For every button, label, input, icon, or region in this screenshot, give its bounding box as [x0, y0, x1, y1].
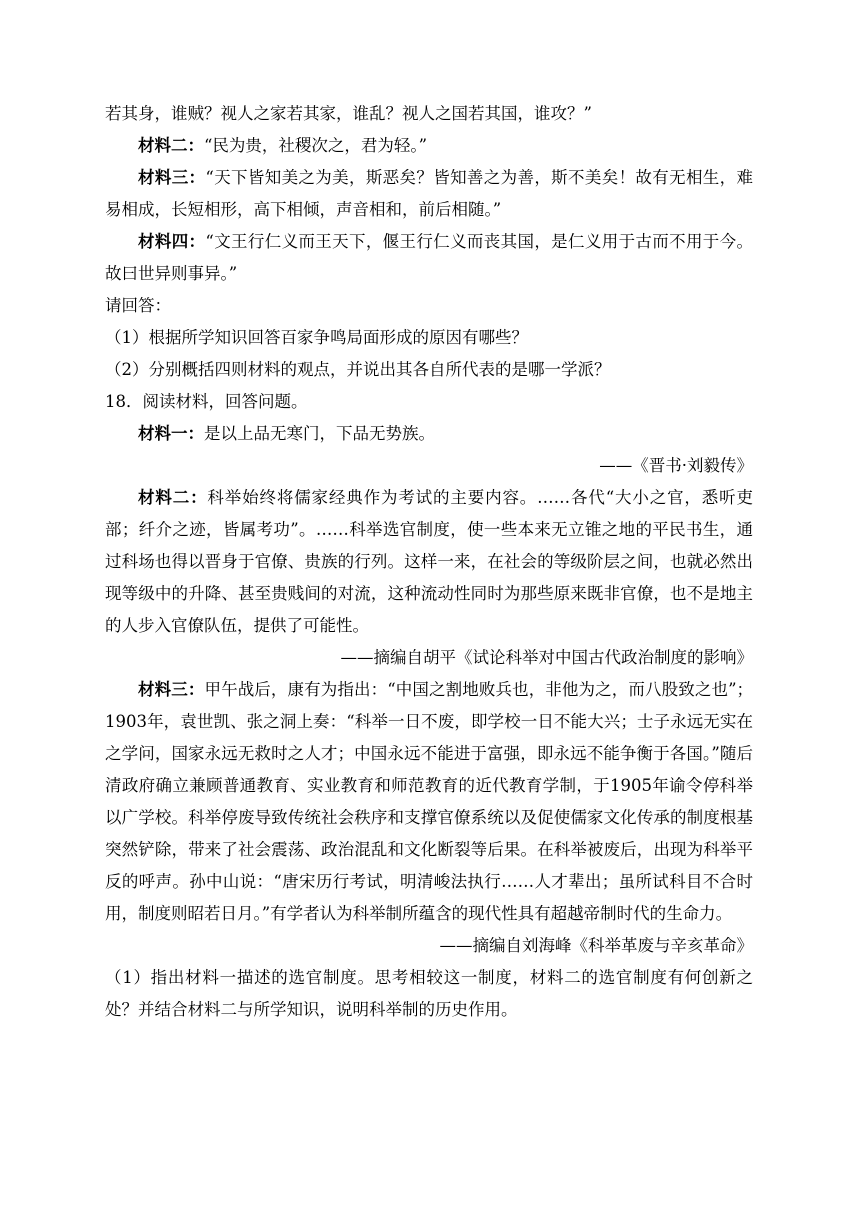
q18-material-1-text: 是以上品无寒门，下品无势族。: [204, 424, 435, 443]
q18-material-3-label: 材料三：: [138, 680, 205, 699]
q17-material-1-continuation: 若其身，谁贼？视人之家若其家，谁乱？视人之国若其国，谁攻？”: [105, 104, 592, 123]
q17-material-3-label: 材料三：: [138, 168, 206, 187]
q18-material-1: [105, 418, 753, 450]
q18-material-3: [105, 674, 753, 930]
q18-material-3-text: 甲午战后，康有为指出：“中国之割地败兵也，非他为之，而八股致之也”；1903年，袁世凯、张之洞上奏：“科举一日不废，即学校一日不能大兴；士子永远无实在之学问，国家永远无救时之人才；中国永远不能进于富强，即永远不能争衡于各国。”随后清政府确立兼顾普通教育、实业教育和师范教育的近代教育学制，于1905年谕令停科举以广学校。科举停废导致传统社会秩序和支撑官僚系统以及促使儒家文化传承的制度根基突然铲除，带来了社会震荡、政治混乱和文化断裂等后果。在科举被废后，出现为科举平反的呼声。孙中山说：“唐宋历行考试，明清峻法执行……人才辈出；虽所试科目不合时用，制度则昭若日月。”有学者认为科举制所蕴含的现代性具有超越帝制时代的生命力。: [105, 680, 754, 923]
q18-material-2-source: ——摘编自胡平《试论科举对中国古代政治制度的影响》: [340, 648, 753, 667]
q18-material-1-source: ——《晋书·刘毅传》: [599, 456, 753, 475]
q17-subquestion-2: （2）分别概括四则材料的观点，并说出其各自所代表的是哪一学派？: [105, 360, 611, 379]
q17-material-4-label: 材料四：: [138, 232, 206, 251]
q17-material-4: [105, 226, 753, 290]
q17-subquestion-1: （1）根据所学知识回答百家争鸣局面形成的原因有哪些？: [105, 328, 528, 347]
q18-subquestion-1: （1）指出材料一描述的选官制度。思考相较这一制度，材料二的选官制度有何创新之处？并结合材料二与所学知识，说明科举制的历史作用。: [105, 968, 753, 1019]
q17-material-2: [105, 130, 753, 162]
q17-prompt: 请回答：: [105, 296, 171, 315]
q17-material-4-text: “文王行仁义而王天下，偃王行仁义而丧其国，是仁义用于古而不用于今。故曰世异则事异。”: [105, 232, 754, 283]
q18-material-1-label: 材料一：: [138, 424, 204, 443]
q18-material-3-source: ——摘编自刘海峰《科举革废与辛亥革命》: [439, 936, 753, 955]
q18-material-2-text: 科举始终将儒家经典作为考试的主要内容。……各代“大小之官，悉听吏部；纤介之迹，皆属考功”。……科举选官制度，使一些本来无立锥之地的平民书生，通过科场也得以晋身于官僚、贵族的行列。这样一来，在社会的等级阶层之间，也就必然出现等级中的升降、甚至贵贱间的对流，这种流动性同时为那些原来既非官僚，也不是地主的人步入官僚队伍，提供了可能性。: [105, 488, 754, 635]
q17-material-2-label: 材料二：: [138, 136, 204, 155]
document-content: [105, 98, 753, 1026]
q18-title: 18．阅读材料，回答问题。: [105, 392, 308, 411]
q17-material-3-text: “天下皆知美之为美，斯恶矣？皆知善之为善，斯不美矣！故有无相生，难易相成，长短相形，高下相倾，声音相和，前后相随。”: [105, 168, 754, 219]
q18-material-2: [105, 482, 753, 642]
q17-material-3: [105, 162, 753, 226]
q17-material-2-text: “民为贵，社稷次之，君为轻。”: [204, 136, 428, 155]
q18-material-2-label: 材料二：: [138, 488, 208, 507]
